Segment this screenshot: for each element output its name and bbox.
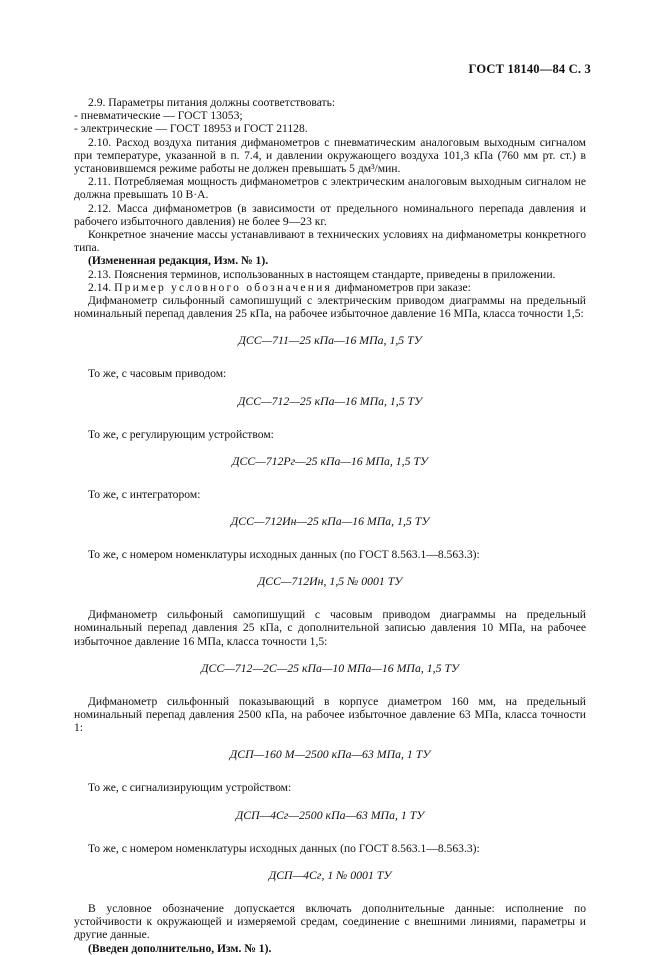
designation-2: ДСС—712—25 кПа—16 МПа, 1,5 ТУ (237, 393, 423, 408)
final-paragraph: В условное обозначение допускается включать дополнительные данные: исполнение по устойчивости к окружающей и измеряемой средам, соединение с внешними линиями, параметры и другие данные. (74, 901, 586, 942)
clause-2-10: 2.10. Расход воздуха питания дифманометров с пневматическим аналоговым выходным сигналом при температуре, указанной в п. 7.4, и давлении окружающего воздуха 101,3 кПа (760 мм рт. ст.) в установившемся режиме работы не должен превышать 5 дм³/мин. (74, 135, 586, 176)
list-item-electric: - электрические — ГОСТ 18953 и ГОСТ 21128. (74, 122, 308, 136)
designation-1: ДСС—711—25 кПа—16 МПа, 1,5 ТУ (238, 333, 422, 348)
clause-2-12: 2.12. Масса дифманометров (в зависимости от предельного номинального перепада давления и рабочего избыточного давления) не более 9—23 кг. (74, 201, 586, 228)
variant-2-text: То же, с часовым приводом: (88, 367, 227, 381)
variant-4-text: То же, с интегратором: (88, 487, 201, 501)
designation-5: ДСС—712Ин, 1,5 № 0001 ТУ (257, 574, 403, 589)
variant-9-text: То же, с номером номенклатуры исходных данных (по ГОСТ 8.563.1—8.563.3): (88, 841, 480, 855)
clause-2-14-spaced-title: Пример условного обозначения (114, 280, 333, 294)
clause-2-11: 2.11. Потребляемая мощность дифманометров с электрическим аналоговым выходным сигналом не должна превышать 10 В·А. (74, 175, 586, 202)
designation-7: ДСП—160 М—2500 кПа—63 МПа, 1 ТУ (229, 747, 431, 762)
clause-2-13: 2.13. Пояснения терминов, использованных в настоящем стандарте, приведены в приложении. (88, 267, 556, 281)
designation-8: ДСП—4Сг—2500 кПа—63 МПа, 1 ТУ (235, 807, 425, 822)
variant-3-text: То же, с регулирующим устройством: (88, 427, 274, 441)
clause-2-14-rest: дифманометров при заказе: (335, 280, 471, 294)
example-3-text: Дифманометр сильфонный показывающий в корпусе диаметром 160 мм, на предельный номинальный перепад давления 2500 кПа, на рабочее избыточное давление 63 МПа, класса точности 1: (74, 694, 586, 735)
clause-2-14 (74, 281, 586, 294)
mass-paragraph: Конкретное значение массы устанавливают в технических условиях на дифманометры конкретного типа. (74, 228, 586, 255)
clause-2-14-number: 2.14. (88, 280, 112, 294)
list-item-pneumatic: - пневматические — ГОСТ 13053; (74, 109, 243, 123)
edit-note: (Измененная редакция, Изм. № 1). (88, 254, 269, 268)
added-note: (Введен дополнительно, Изм. № 1). (88, 941, 272, 955)
document-body (74, 96, 586, 955)
designation-6: ДСС—712—2С—25 кПа—10 МПа—16 МПа, 1,5 ТУ (201, 660, 459, 675)
example-2-text: Дифманометр сильфоный самопишущий с часовым приводом диаграммы на предельный номинальный перепад давления 25 кПа, с дополнительной записью давления 10 МПа, на рабочее избыточное давление 16 МПа, класса точности 1,5: (74, 608, 586, 648)
designation-9: ДСП—4Сг, 1 № 0001 ТУ (268, 867, 392, 882)
example-1-text: Дифманометр сильфонный самопишущий с электрическим приводом диаграммы на предельный номинальный перепад давления 25 кПа, на рабочее избыточное давление 16 МПа, класса точности 1,5: (74, 294, 586, 321)
designation-3: ДСС—712Рг—25 кПа—16 МПа, 1,5 ТУ (232, 453, 428, 468)
clause-2-9: 2.9. Параметры питания должны соответствовать: (88, 96, 336, 109)
variant-8-text: То же, с сигнализирующим устройством: (88, 781, 292, 795)
designation-4: ДСС—712Ин—25 кПа—16 МПа, 1,5 ТУ (230, 514, 430, 529)
variant-5-text: То же, с номером номенклатуры исходных данных (по ГОСТ 8.563.1—8.563.3): (88, 548, 480, 562)
page-header: ГОСТ 18140—84 С. 3 (468, 62, 591, 76)
